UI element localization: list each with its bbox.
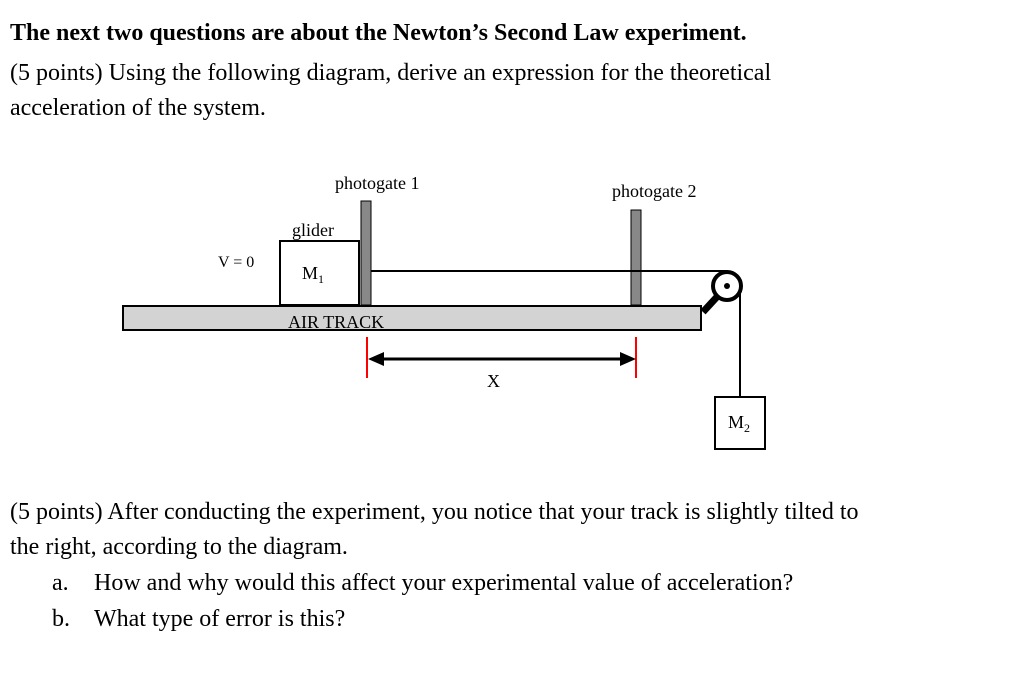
velocity-label: V = 0 [218, 254, 255, 271]
question-2-line-1: (5 points) After conducting the experiment, you notice that your track is slightly tilted to [10, 499, 859, 525]
question-1-line-1: (5 points) Using the following diagram, derive an expression for the theoretical [10, 60, 772, 86]
item-marker: a. [52, 570, 69, 596]
glider-label: glider [292, 220, 334, 240]
item-marker: b. [52, 606, 70, 632]
air-track-label: AIR TRACK [288, 312, 385, 332]
question-2-line-2: the right, according to the diagram. [10, 534, 348, 560]
air-track [123, 306, 701, 330]
photogate-2 [631, 210, 641, 305]
mass-2-label: $M_2$ [728, 412, 751, 435]
item-text: What type of error is this? [94, 606, 346, 632]
mass-1-label: $M_1$ [302, 263, 325, 286]
distance-arrow-left-head [368, 352, 384, 366]
photogate-1-label: photogate 1 [335, 173, 420, 193]
distance-label: X [487, 371, 500, 391]
distance-arrow-right-head [620, 352, 636, 366]
question-2-item-b [52, 602, 345, 637]
question-2-item-a [52, 566, 793, 601]
photogate-1 [361, 201, 371, 305]
photogate-2-label: photogate 2 [612, 181, 697, 201]
question-1-line-2: acceleration of the system. [10, 95, 266, 121]
pulley-axle [724, 283, 730, 289]
question-2 [10, 495, 858, 565]
heading: The next two questions are about the Newton’s Second Law experiment. [10, 20, 747, 46]
item-text: How and why would this affect your experimental value of acceleration? [94, 570, 794, 596]
